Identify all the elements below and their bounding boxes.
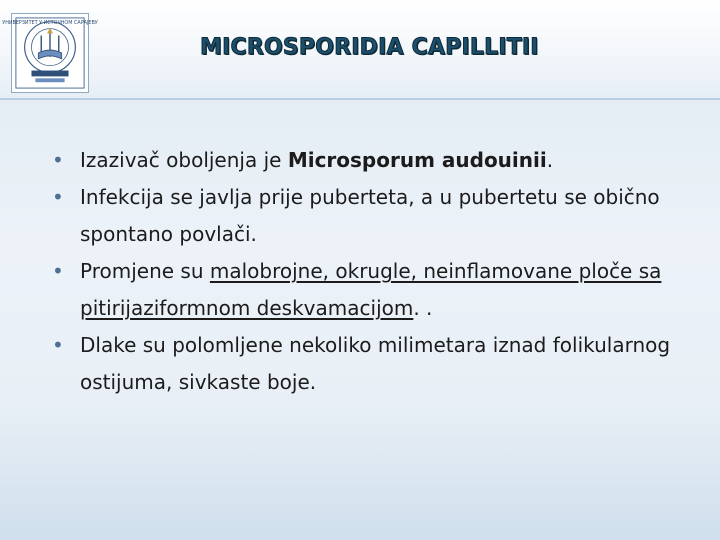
bullet-dot-icon: • [52,185,64,209]
bullet-dot-icon: • [52,148,64,172]
header-divider [0,98,720,100]
bullet-dot-icon: • [52,333,64,357]
bullet-text: Microsporum audouinii [287,148,547,172]
bullet-text: malobrojne, okrugle, neinflamovane ploče sa pitirijaziformnom deskvamacijom [80,259,662,320]
university-seal-logo [2,13,98,93]
bullet-text: Dlake su polomljene nekoliko milimetara iznad folikularnog ostijuma, sivkaste boje. [80,333,671,394]
bullet-text: . [546,148,554,172]
bullet-text: Promjene su [80,259,210,283]
bullet-item [52,179,682,253]
bullet-list [52,142,682,401]
bullet-text: Izazivač oboljenja je [80,148,288,172]
logo-caption: УНИВЕРЗИТЕТ У ИСТОЧНОМ САРАЈЕВУ [2,19,98,26]
bullet-text: Infekcija se javlja prije puberteta, a u pubertetu se obično spontano povlači. [80,185,660,246]
bullet-item [52,253,682,327]
bullet-dot-icon: • [52,259,64,283]
slide-title: MICROSPORIDIA CAPILLITII [200,35,539,60]
bullet-text: . . [413,296,433,320]
bullet-item [52,142,682,179]
bullet-item [52,327,682,401]
